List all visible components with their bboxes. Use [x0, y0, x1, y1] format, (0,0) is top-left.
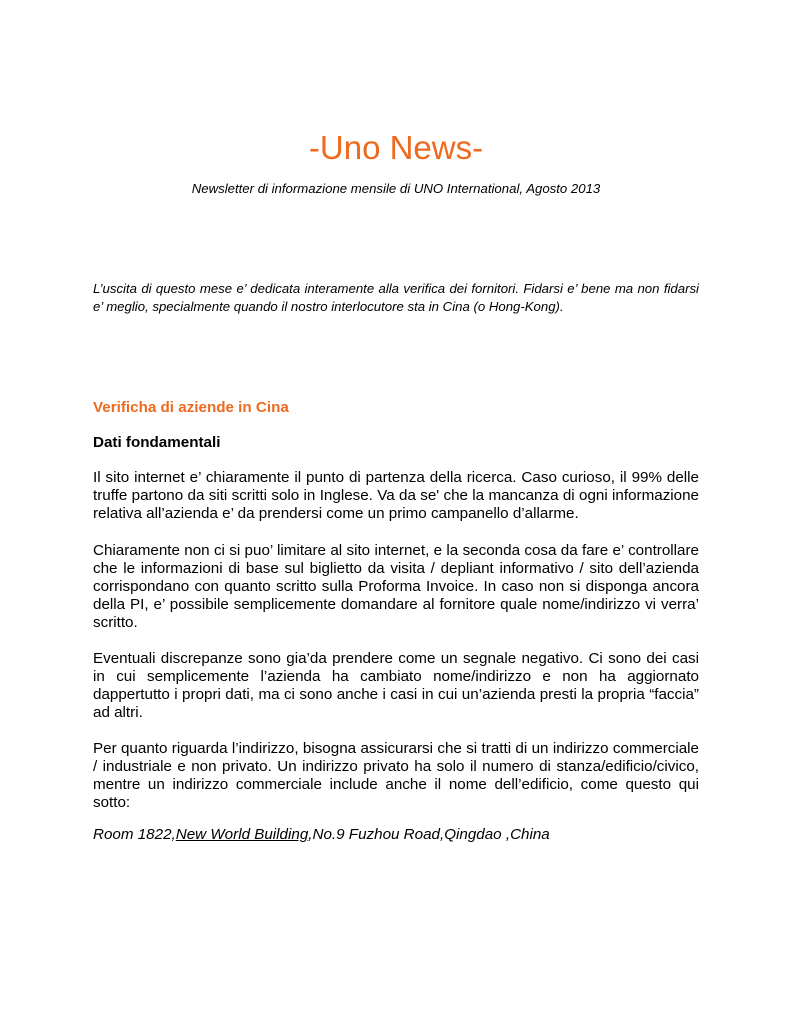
body-paragraph-3: Eventuali discrepanze sono gia’da prendere come un segnale negativo. Ci sono dei casi in cui semplicemente l’azienda ha cambiato nome/indirizzo e non ha aggiornato dappertutto i propri dati, ma ci sono anche i casi in cui un’azienda presti la propria “faccia” ad altri. [93, 650, 699, 721]
body-paragraph-1: Il sito internet e’ chiaramente il punto di partenza della ricerca. Caso curioso, il 99% delle truffe partono da siti scritti solo in Inglese. Va da se' che la mancanza di ogni informazione relativa all’azienda e’ da prendersi come un primo campanello d’allarme. [93, 469, 699, 522]
section-subtitle: Dati fondamentali [93, 434, 221, 451]
intro-paragraph: L’uscita di questo mese e’ dedicata interamente alla verifica dei fornitori. Fidarsi e’ bene ma non fidarsi e’ meglio, specialmente quando il nostro interlocutore sta in Cina (o Hong-Kong). [93, 281, 699, 314]
body-paragraph-2: Chiaramente non ci si puo’ limitare al sito internet, e la seconda cosa da fare e’ controllare che le informazioni di base sul biglietto da visita / depliant informativo / sito dell’azienda corrispondano con quanto scritto sulla Proforma Invoice. In caso non si disponga ancora della PI, e’ possibile semplicemente domandare al fornitore quale nome/indirizzo vi verra’ scritto. [93, 542, 699, 631]
section-title: Verificha di aziende in Cina [93, 399, 289, 416]
newsletter-subtitle: Newsletter di informazione mensile di UNO International, Agosto 2013 [191, 181, 601, 196]
address-building-name: New World Building [175, 826, 309, 843]
example-address [93, 826, 699, 844]
address-room: Room 1822, [93, 826, 176, 843]
address-street: ,No.9 Fuzhou Road,Qingdao ,China [308, 826, 550, 843]
newsletter-title: -Uno News- [308, 129, 484, 166]
body-paragraph-4: Per quanto riguarda l’indirizzo, bisogna assicurarsi che si tratti di un indirizzo commerciale / industriale e non privato. Un indirizzo privato ha solo il numero di stanza/edificio/civico, mentre un indirizzo commerciale include anche il nome dell’edificio, come questo qui sotto: [93, 740, 699, 811]
